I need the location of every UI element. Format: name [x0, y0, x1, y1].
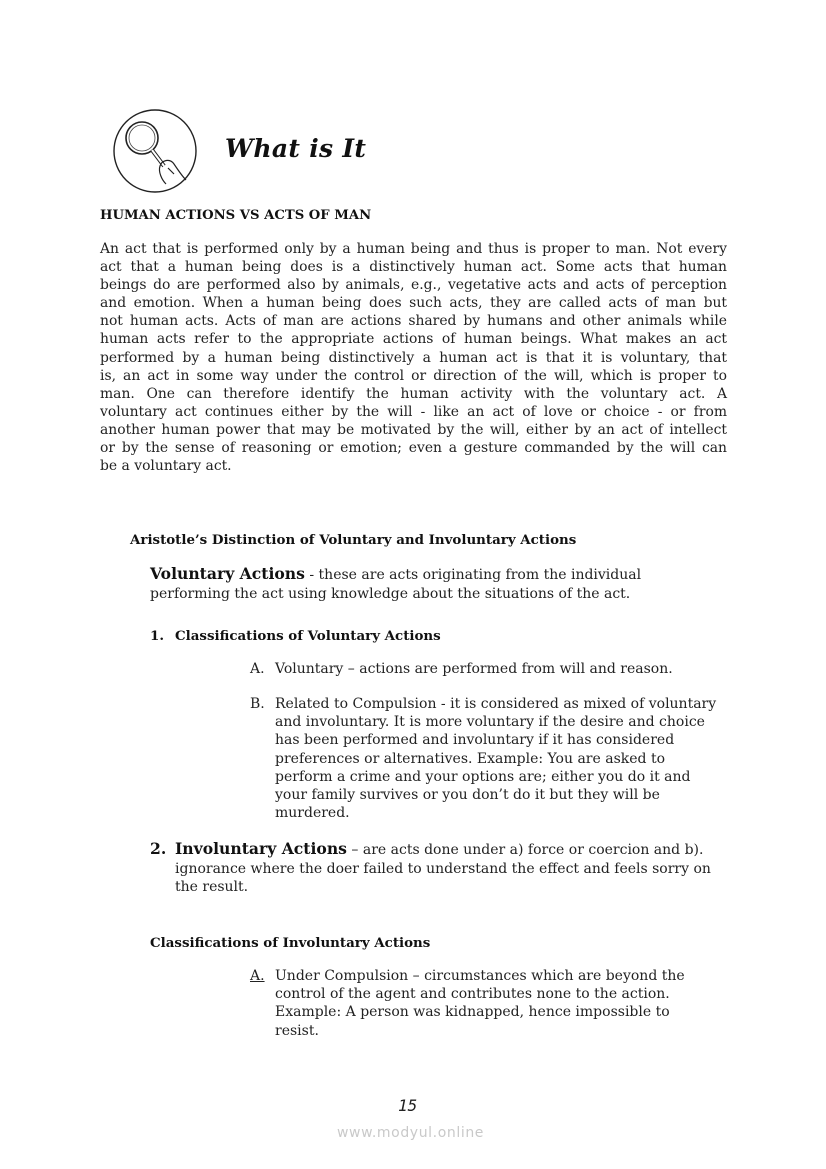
paragraph-line: another human power that may be motivated by the will, either by an act of intellect	[100, 421, 727, 438]
page-title: What is It	[225, 134, 367, 163]
paragraph-line: act that a human being does is a distinctively human act. Some acts that human	[100, 259, 727, 276]
voluntary-definition	[150, 565, 710, 603]
paragraph-line: and emotion. When a human being does such acts, they are called acts of man but	[100, 295, 727, 312]
section-heading: HUMAN ACTIONS VS ACTS OF MAN	[100, 208, 372, 223]
body-paragraph	[100, 240, 727, 475]
involuntary-definition	[150, 840, 730, 897]
heading-text: Classifications of Voluntary Actions	[175, 628, 441, 644]
paragraph-line: not human acts. Acts of man are actions shared by humans and other animals while	[100, 313, 727, 330]
definition-text: - these are acts originating from the individual performing the act using knowledge about the situations of the act.	[150, 567, 642, 602]
paragraph-line: performed by a human being distinctively a human act is that it is voluntary, that	[100, 349, 727, 366]
list-number: 2.	[150, 839, 167, 858]
list-item	[250, 660, 730, 678]
paragraph-line: human acts refer to the appropriate actions of human beings. What makes an act	[100, 331, 727, 348]
paragraph-line: man. One can therefore identify the human activity with the voluntary act. A	[100, 385, 727, 402]
paragraph-line: beings do are performed also by animals, e.g., vegetative acts and acts of perception	[100, 277, 727, 294]
list-marker: B.	[250, 696, 265, 712]
list-item	[250, 967, 715, 1040]
paragraph-line: voluntary act continues either by the will - like an act of love or choice - or from	[100, 403, 727, 420]
definition-text: – are acts done under a) force or coercion and b). ignorance where the doer failed to understand the effect and feels sorry on the result.	[175, 842, 711, 895]
list-item-text: Under Compulsion – circumstances which are beyond the control of the agent and contributes none to the action. Example: A person was kidnapped, hence impossible to resist.	[275, 968, 685, 1039]
watermark: www.modyul.online	[337, 1125, 485, 1141]
list-marker: A.	[250, 968, 265, 984]
page-number: 15	[398, 1096, 418, 1115]
paragraph-line: or by the sense of reasoning or emotion; even a gesture commanded by the will can	[100, 440, 727, 457]
term-involuntary-actions: Involuntary Actions	[175, 839, 347, 858]
classifications-involuntary-heading: Classifications of Involuntary Actions	[150, 935, 431, 951]
classifications-voluntary-heading	[150, 628, 441, 644]
list-item-text: Voluntary – actions are performed from will and reason.	[275, 661, 673, 677]
list-item-text: Related to Compulsion - it is considered as mixed of voluntary and involuntary. It is more voluntary if the desire and choice has been performed and involuntary if it has considered preferences or alternatives. Example: You are asked to perform a crime and your options are; either you do it and your family survives or you don’t do it but they will be murdered.	[275, 696, 717, 822]
list-number: 1.	[150, 628, 164, 644]
paragraph-line: An act that is performed only by a human being and thus is proper to man. Not every	[100, 241, 727, 257]
list-marker: A.	[250, 661, 265, 677]
paragraph-line: is, an act in some way under the control or direction of the will, which is proper to	[100, 367, 727, 384]
magnifying-glass-hand-icon	[112, 108, 198, 194]
subsection-heading: Aristotle’s Distinction of Voluntary and Involuntary Actions	[130, 532, 577, 548]
list-item	[250, 695, 725, 822]
term-voluntary-actions: Voluntary Actions	[150, 564, 305, 583]
paragraph-line: be a voluntary act.	[100, 458, 232, 475]
